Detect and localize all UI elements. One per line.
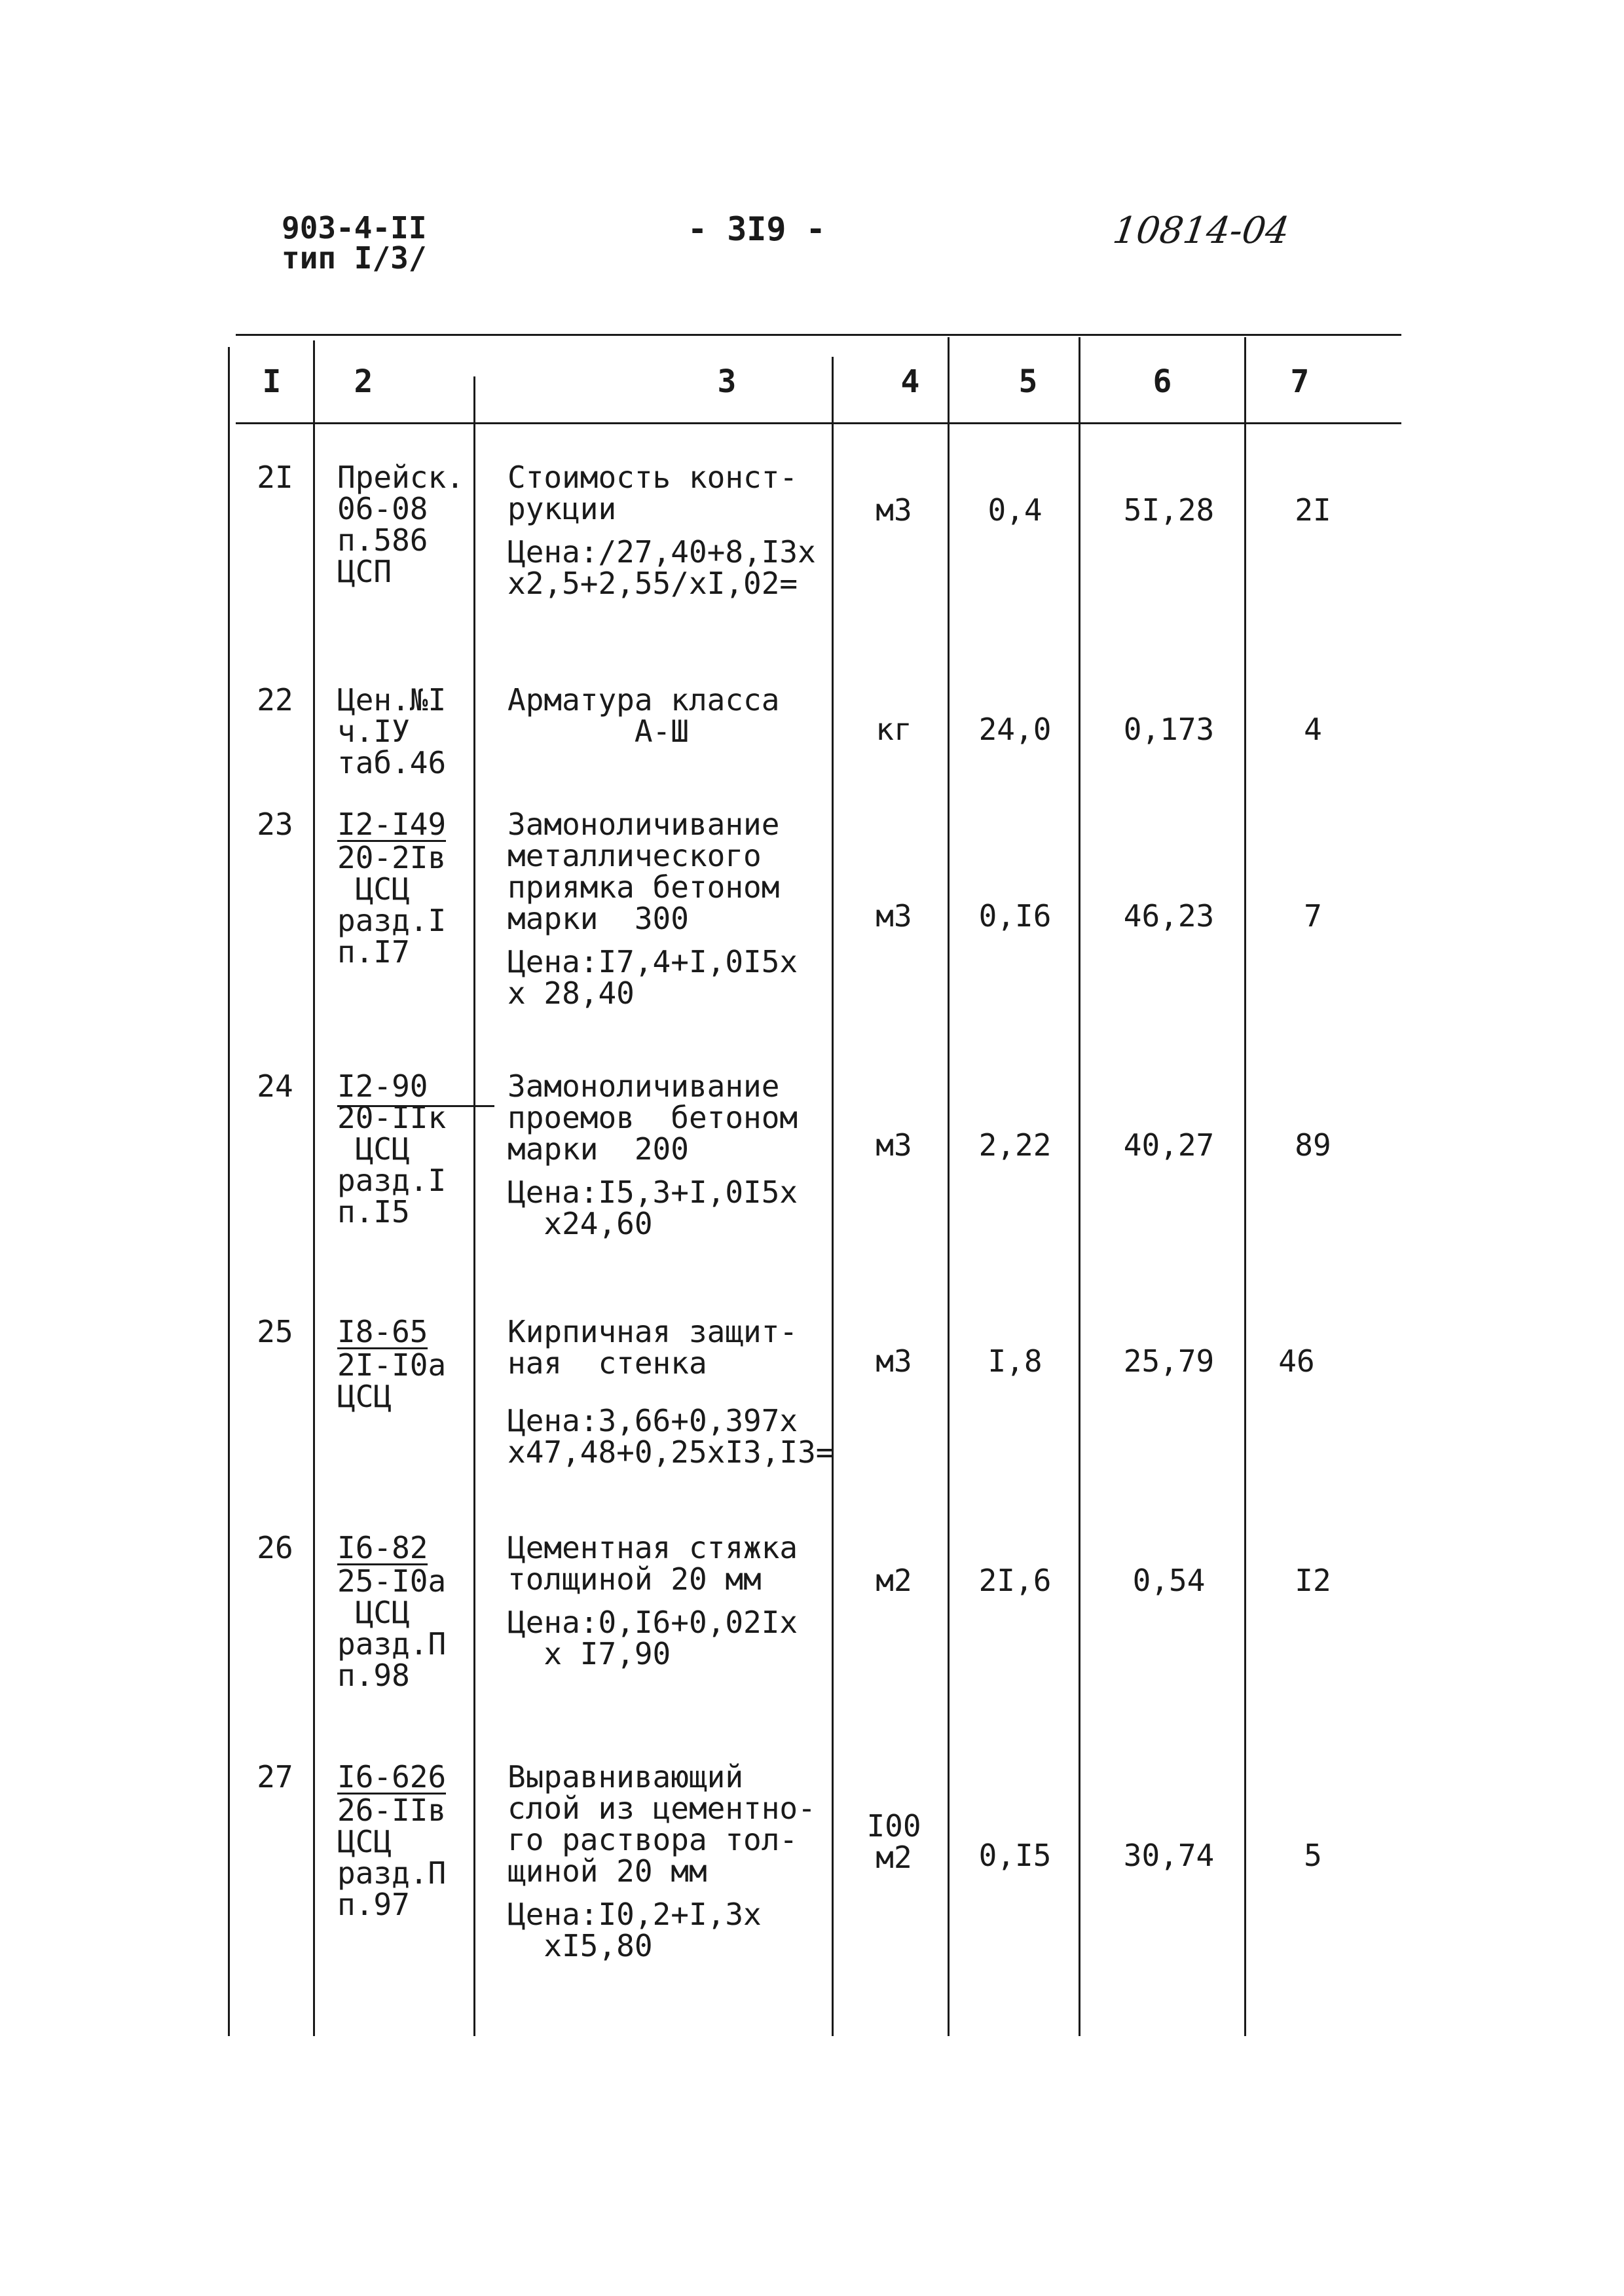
row-reference-rest: 20-IIк ЦСЦ разд.I п.I5 [337,1100,447,1230]
row-description-text: Выравнивающий слой из цементно- го раствора тол- щиной 20 мм [507,1759,816,1889]
column-divider [228,347,230,2036]
row-reference [337,1316,488,1412]
row-price-formula: Цена:0,I6+0,02Iх х I7,90 [507,1605,798,1671]
row-description-text: Кирпичная защит- ная стенка [507,1314,798,1381]
row-reference-line1: I6-626 [337,1759,447,1795]
row-description-text: Замоноличивание проемов бетоном марки 200 [507,1068,798,1167]
row-unit: м2 [876,1563,912,1598]
row-reference [337,1532,488,1691]
row-reference [337,1070,488,1228]
row-reference-line1: Цен.№I [337,682,447,718]
row-unit-cost: 25,79 [1123,1343,1215,1379]
column-divider [1244,337,1246,2036]
row-description [507,1316,848,1468]
row-number: 2I [257,460,293,495]
row-number: 25 [257,1314,293,1349]
row-description [507,809,848,1009]
row-description [507,462,848,599]
row-reference-rest: ч.IУ таб.46 [337,714,447,780]
row-description [507,684,848,747]
row-reference-line1: I8-65 [337,1314,428,1349]
row-price-formula: Цена:/27,40+8,I3х х2,5+2,55/хI,02= [507,534,816,601]
row-reference-line1: I2-I49 [337,807,447,842]
column-header-6: 6 [1153,363,1172,400]
column-header-4: 4 [900,363,920,400]
row-unit: м3 [876,898,912,934]
row-unit: м3 [876,1127,912,1163]
header-bottom-rule [236,422,1401,424]
column-header-7: 7 [1290,363,1310,400]
row-description [507,1070,848,1239]
row-quantity: 0,I6 [978,898,1052,934]
column-header-5: 5 [1018,363,1038,400]
row-unit-cost: 0,54 [1132,1563,1206,1598]
row-unit-cost: 0,173 [1123,712,1215,747]
row-price-formula: Цена:I5,3+I,0I5х х24,60 [507,1175,798,1241]
row-unit-cost: 30,74 [1123,1838,1215,1873]
row-quantity: 2,22 [978,1127,1052,1163]
row-reference-rest: 20-2Iв ЦСЦ разд.I п.I7 [337,840,447,970]
document-code-line2: тип I/3/ [282,240,427,276]
row-quantity: 2I,6 [978,1563,1052,1598]
document-code [282,210,427,276]
row-description-text: Замоноличивание металлического приямка бетоном марки 300 [507,807,780,936]
row-number: 23 [257,807,293,842]
row-total: 2I [1295,492,1331,528]
row-description [507,1761,848,1961]
row-reference-line1: I2-90 [337,1068,428,1104]
row-reference-rest: 06-08 п.586 ЦСП [337,491,428,589]
column-header-1: I [262,363,282,400]
row-total: 89 [1295,1127,1331,1163]
row-description-text: Стоимость конст- рукции [507,460,798,526]
row-description [507,1532,848,1669]
row-unit: кг [876,712,912,747]
row-total: 7 [1304,898,1322,934]
row-reference [337,684,488,778]
row-number: 24 [257,1068,293,1104]
column-divider [948,337,950,2036]
row-quantity: 0,4 [987,492,1043,528]
row-unit-cost: 40,27 [1123,1127,1215,1163]
row-quantity: 24,0 [978,712,1052,747]
row-unit-cost: 5I,28 [1123,492,1215,528]
row-total: 5 [1304,1838,1322,1873]
row-price-formula: Цена:3,66+0,397х х47,48+0,25хI3,I3= [507,1403,834,1470]
row-unit-cost: 46,23 [1123,898,1215,934]
row-quantity: 0,I5 [978,1838,1052,1873]
row-reference [337,462,488,587]
row-unit: м3 [876,492,912,528]
column-header-3: 3 [717,363,737,400]
row-quantity: I,8 [987,1343,1043,1379]
row-total: I2 [1295,1563,1331,1598]
row-reference-rest: 2I-I0а ЦСЦ [337,1347,447,1414]
row-unit: I00 м2 [866,1808,921,1875]
handwritten-number: 10814-04 [1110,210,1292,252]
row-total: 46 [1278,1343,1315,1379]
column-divider [1079,337,1080,2036]
row-number: 27 [257,1759,293,1795]
row-price-formula: Цена:I7,4+I,0I5х х 28,40 [507,944,798,1011]
row-reference-rest: 26-IIв ЦСЦ разд.П п.97 [337,1793,447,1922]
row-reference-rest: 25-I0а ЦСЦ разд.П п.98 [337,1563,447,1693]
row-description-text: Арматура класса А-Ш [507,682,780,749]
document-code-line1: 903-4-II [282,210,427,246]
row-number: 26 [257,1530,293,1565]
row-total: 4 [1304,712,1322,747]
column-header-2: 2 [354,363,373,400]
row-description-text: Цементная стяжка толщиной 20 мм [507,1530,798,1597]
row-reference-line1: Прейск. [337,460,464,495]
row-reference [337,809,488,968]
table-top-rule [236,334,1401,336]
row-unit: м3 [876,1343,912,1379]
row-reference [337,1761,488,1920]
row-price-formula: Цена:I0,2+I,3х хI5,80 [507,1897,762,1963]
row-number: 22 [257,682,293,718]
row-reference-line1: I6-82 [337,1530,428,1565]
page-number: - 3I9 - [688,210,826,248]
